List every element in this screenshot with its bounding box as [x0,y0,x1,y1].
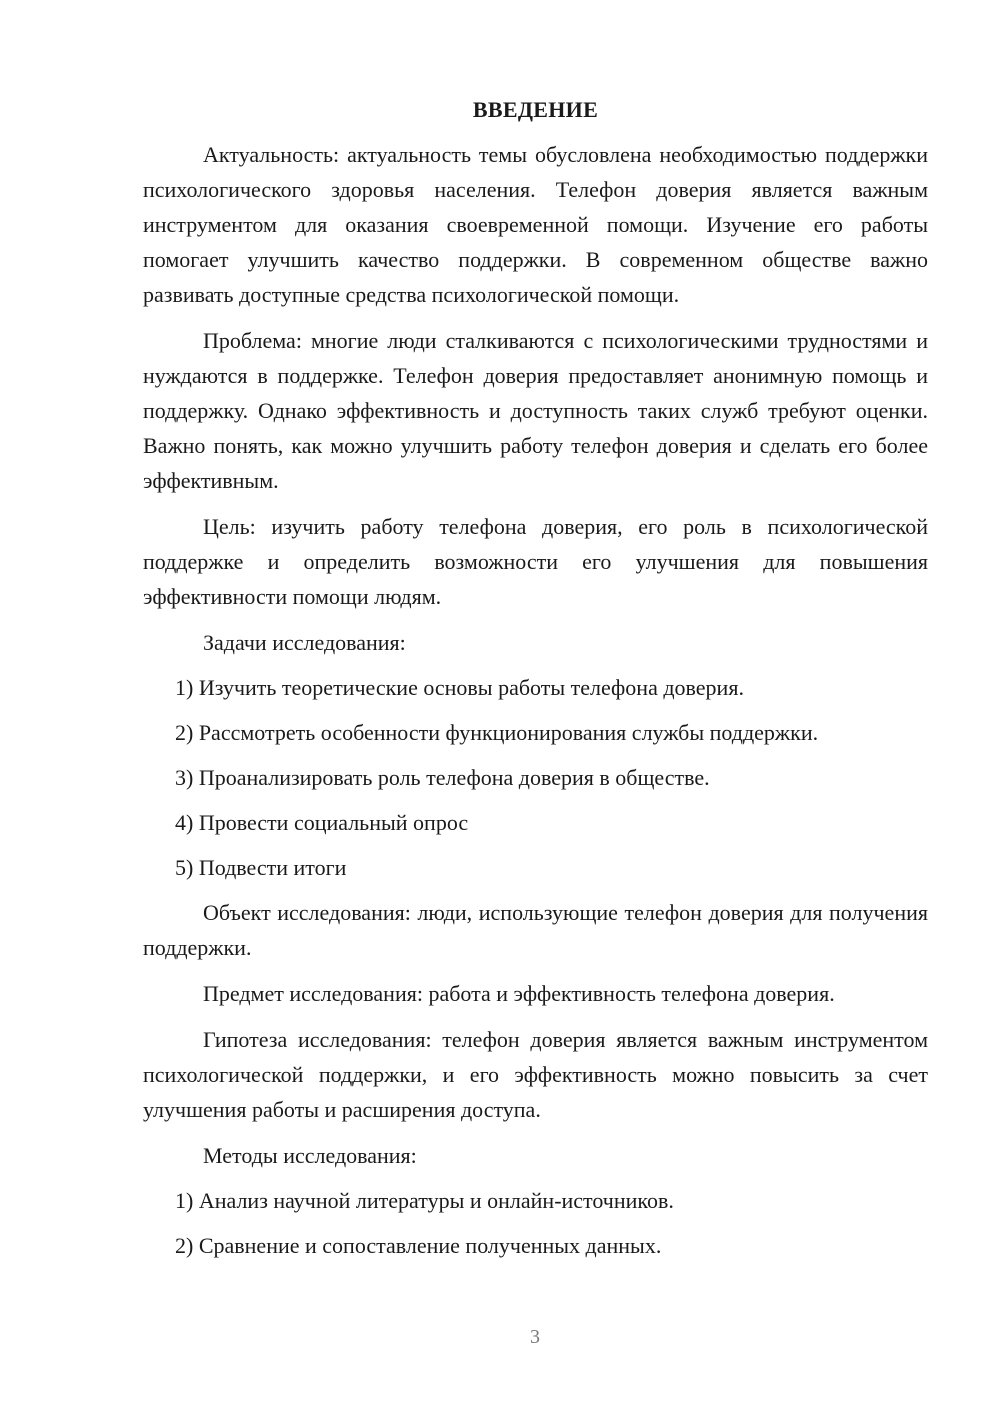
hypothesis-paragraph: Гипотеза исследования: телефон доверия является важным инструментом психологической поддержки, и его эффективность можно повысить за счет улучшения работы и расширения доступа. [143,1027,928,1122]
list-item: 2) Сравнение и сопоставление полученных данных. [175,1233,662,1258]
relevance-paragraph: Актуальность: актуальность темы обусловлена необходимостью поддержки психологического здоровья населения. Телефон доверия является важным инструментом для оказания своевременной помощи. Изучение его работы помогает улучшить качество поддержки. В современном обществе важно развивать доступные средства психологической помощи. [143,142,928,307]
object-paragraph: Объект исследования: люди, использующие телефон доверия для получения поддержки. [143,900,928,960]
list-item: 4) Провести социальный опрос [175,810,469,835]
list-item: 1) Анализ научной литературы и онлайн-источников. [175,1188,674,1213]
problem-paragraph: Проблема: многие люди сталкиваются с психологическими трудностями и нуждаются в поддержке. Телефон доверия предоставляет анонимную помощь и поддержку. Однако эффективность и доступность таких служб требуют оценки. Важно понять, как можно улучшить работу телефон доверия и сделать его более эффективным. [143,328,928,493]
page-title: ВВЕДЕНИЕ [472,97,599,122]
list-item: 5) Подвести итоги [175,855,347,880]
document-page [143,92,928,1273]
list-item: 3) Проанализировать роль телефона доверия в обществе. [175,765,710,790]
goal-paragraph: Цель: изучить работу телефона доверия, его роль в психологической поддержке и определить возможности его улучшения для повышения эффективности помощи людям. [143,514,928,609]
tasks-heading: Задачи исследования: [203,630,406,655]
methods-list [143,1183,928,1263]
page-number: 3 [530,1326,540,1348]
list-item: 2) Рассмотреть особенности функционирования службы поддержки. [175,720,819,745]
list-item: 1) Изучить теоретические основы работы телефона доверия. [175,675,744,700]
methods-heading: Методы исследования: [203,1143,417,1168]
subject-paragraph: Предмет исследования: работа и эффективность телефона доверия. [203,981,835,1006]
tasks-list [143,670,928,885]
